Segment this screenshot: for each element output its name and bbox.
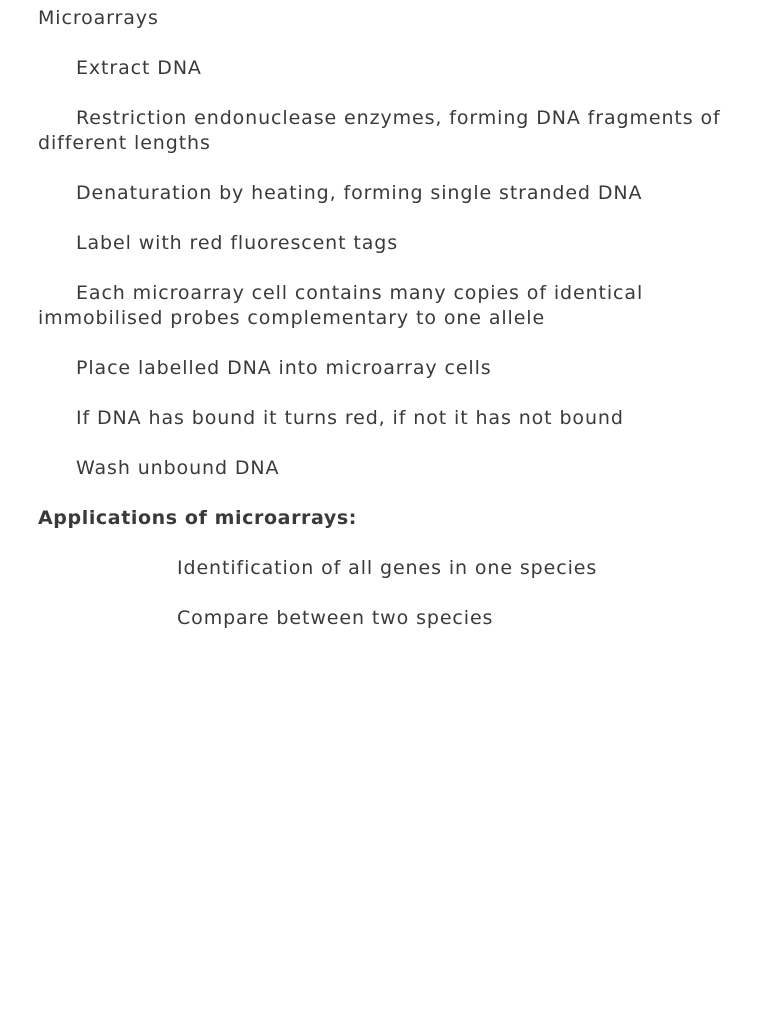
application-identify-genes: Identification of all genes in one species xyxy=(177,557,598,579)
document-body xyxy=(38,6,728,656)
step-place-labelled-dna: Place labelled DNA into microarray cells xyxy=(76,357,492,379)
step-wash-unbound: Wash unbound DNA xyxy=(76,457,280,479)
step-binding-result: If DNA has bound it turns red, if not it has not bound xyxy=(76,407,624,429)
applications-heading: Applications of microarrays: xyxy=(38,507,357,529)
step-extract-dna: Extract DNA xyxy=(76,57,202,79)
step-denaturation: Denaturation by heating, forming single stranded DNA xyxy=(76,182,643,204)
step-restriction-enzymes: Restriction endonuclease enzymes, forming DNA fragments of different lengths xyxy=(38,107,721,154)
step-label-fluorescent: Label with red fluorescent tags xyxy=(76,232,399,254)
step-microarray-cell-probes: Each microarray cell contains many copies of identical immobilised probes complementary to one allele xyxy=(38,282,644,329)
application-compare-species: Compare between two species xyxy=(177,607,494,629)
document-title: Microarrays xyxy=(38,7,159,29)
